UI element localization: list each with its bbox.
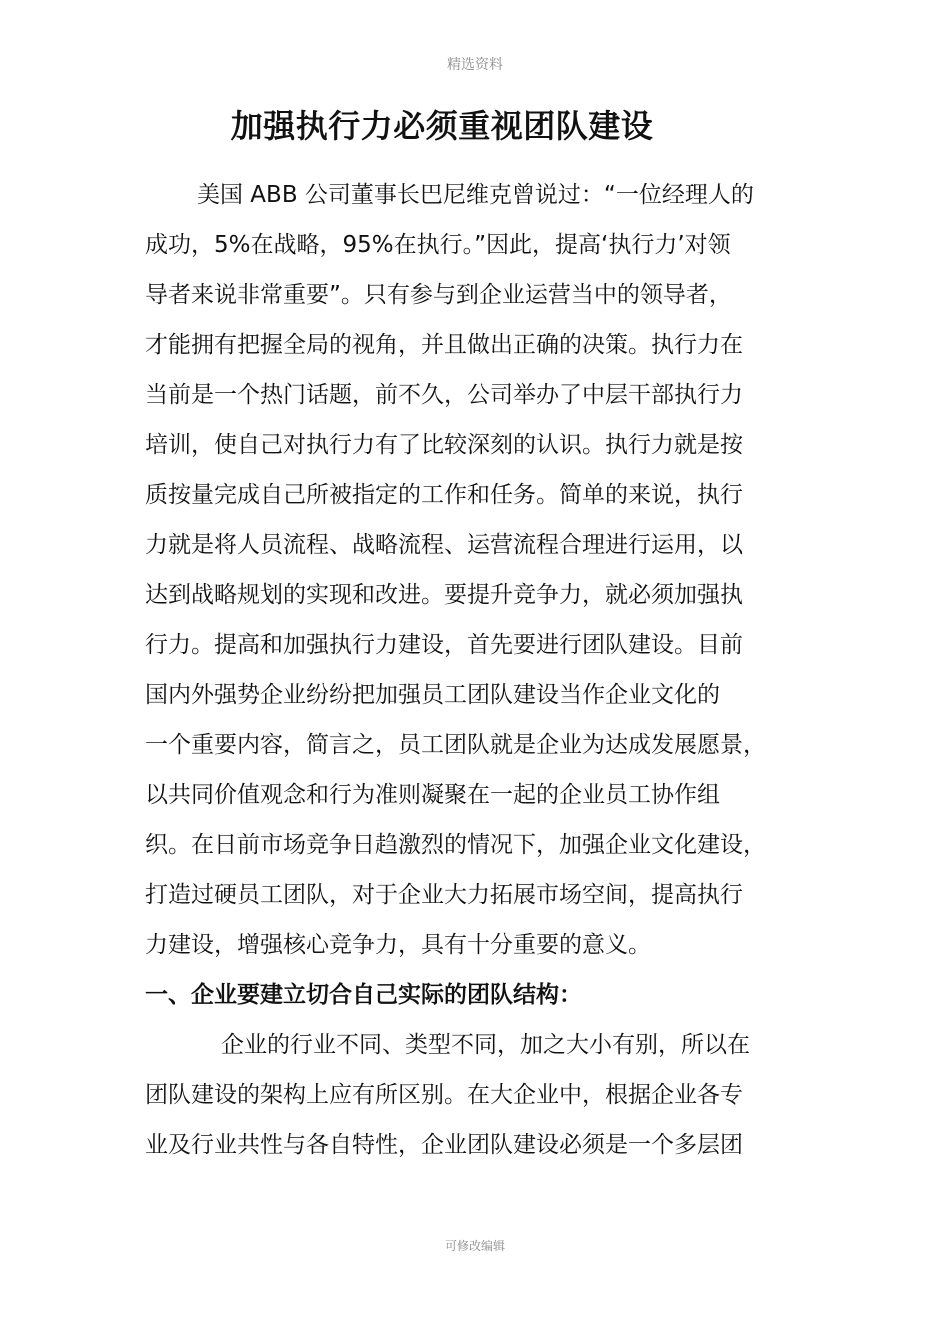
body-line: 业及行业共性与各自特性，企业团队建设必须是一个多层团 (145, 1132, 743, 1158)
footer-note: 可修改编辑 (444, 1239, 505, 1253)
body-line: 国内外强势企业纷纷把加强员工团队建设当作企业文化的 (145, 682, 720, 708)
body-line: 以共同价值观念和行为准则凝聚在一起的企业员工协作组 (145, 782, 720, 808)
section-heading: 一、企业要建立切合自己实际的团队结构： (145, 982, 582, 1008)
document-body (145, 170, 815, 1170)
body-line: 导者来说非常重要”。只有参与到企业运营当中的领导者， (145, 282, 732, 308)
body-line: 当前是一个热门话题，前不久，公司举办了中层干部执行力 (145, 382, 743, 408)
body-line: 织。在日前市场竞争日趋激烈的情况下，加强企业文化建设， (145, 832, 766, 858)
body-line: 培训，使自己对执行力有了比较深刻的认识。执行力就是按 (145, 432, 743, 458)
document-title: 加强执行力必须重视团队建设 (230, 107, 654, 145)
body-line: 企业的行业不同、类型不同，加之大小有别，所以在 (221, 1032, 750, 1058)
body-line: 一个重要内容，简言之，员工团队就是企业为达成发展愿景， (145, 732, 766, 758)
body-line: 打造过硬员工团队，对于企业大力拓展市场空间，提高执行 (145, 882, 743, 908)
body-line: 力建设，增强核心竞争力，具有十分重要的意义。 (145, 932, 651, 958)
body-line: 美国 ABB 公司董事长巴尼维克曾说过：“一位经理人的 (197, 182, 754, 208)
body-line: 力就是将人员流程、战略流程、运营流程合理进行运用，以 (145, 532, 743, 558)
body-line: 达到战略规划的实现和改进。要提升竞争力，就必须加强执 (145, 582, 743, 608)
body-line: 行力。提高和加强执行力建设，首先要进行团队建设。目前 (145, 632, 743, 658)
body-line: 质按量完成自己所被指定的工作和任务。简单的来说，执行 (145, 482, 743, 508)
header-note: 精选资料 (447, 57, 503, 73)
body-line: 成功，5%在战略，95%在执行。”因此，提高‘执行力’对领 (145, 232, 731, 258)
body-line: 团队建设的架构上应有所区别。在大企业中，根据企业各专 (145, 1082, 743, 1108)
body-line: 才能拥有把握全局的视角，并且做出正确的决策。执行力在 (145, 332, 743, 358)
